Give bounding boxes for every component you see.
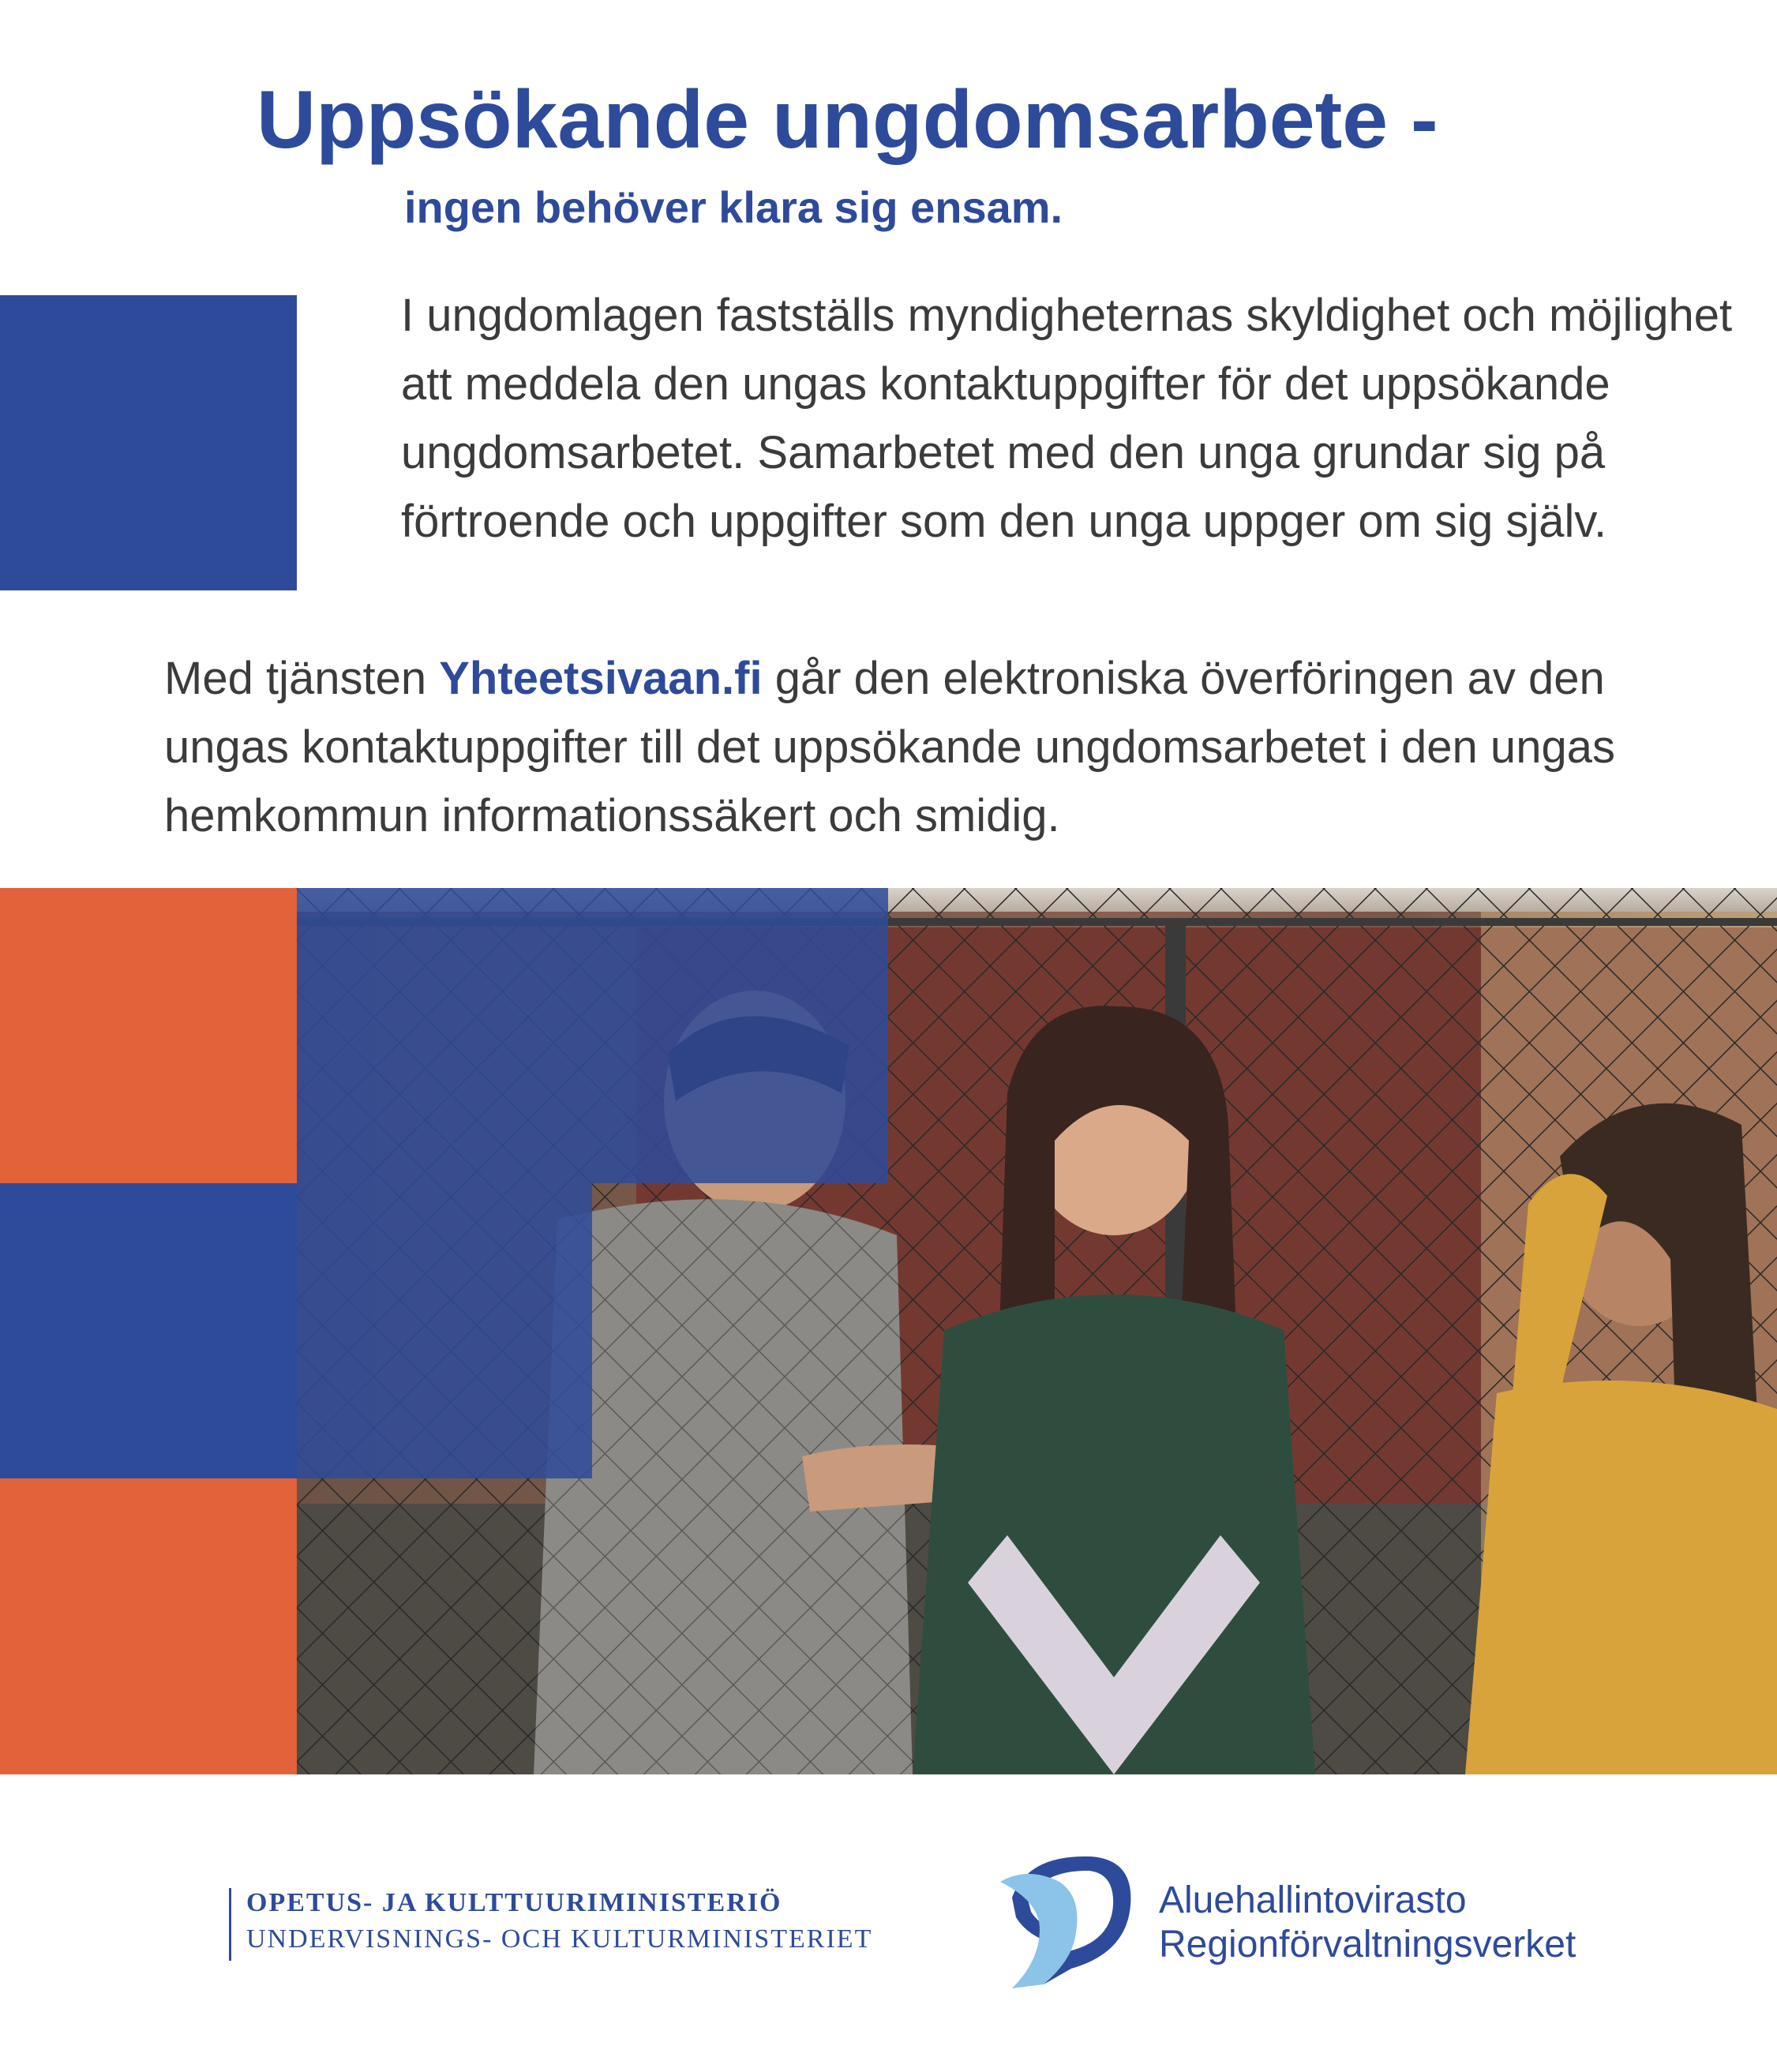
page-subtitle: ingen behöver klara sig ensam. [404,182,1063,232]
service-paragraph [164,644,1711,850]
agency-logo-icon [996,1850,1137,1988]
ministry-name-sv: UNDERVISNINGS- OCH KULTURMINISTERIET [246,1924,873,1954]
service-link[interactable]: Yhteetsivaan.fi [439,653,763,704]
intro-paragraph: I ungdomlagen fastställs myndigheternas skyldighet och möjlighet att meddela den ungas kontaktuppgifter för det uppsökande ungdomsarbetet. Samarbetet med den unga grundar sig på förtroende och uppgifter som den unga uppger om sig själv. [401,290,1733,547]
agency-name-fi: Aluehallintovirasto [1159,1879,1467,1921]
decorative-blue-overlay-narrow [297,1183,592,1478]
decorative-blue-block-middle [0,1183,297,1478]
ministry-logo-bar [229,1888,231,1961]
decorative-blue-square [0,295,297,590]
decorative-blue-overlay-wide [297,888,888,1183]
service-text-after: går den elektroniska överföringen av den ungas kontaktuppgifter till det uppsökande ungdomsarbetet i den ungas hemkommun informationssäkert och smidig. [164,653,1615,841]
page-title: Uppsökande ungdomsarbete - [257,74,1438,166]
decorative-orange-block-top [0,888,297,1183]
decorative-orange-block-bottom [0,1478,297,1774]
ministry-name-fi: OPETUS- JA KULTTUURIMINISTERIÖ [246,1888,782,1917]
service-text-before: Med tjänsten [164,653,440,704]
agency-name-sv: Regionförvaltningsverket [1159,1924,1576,1965]
